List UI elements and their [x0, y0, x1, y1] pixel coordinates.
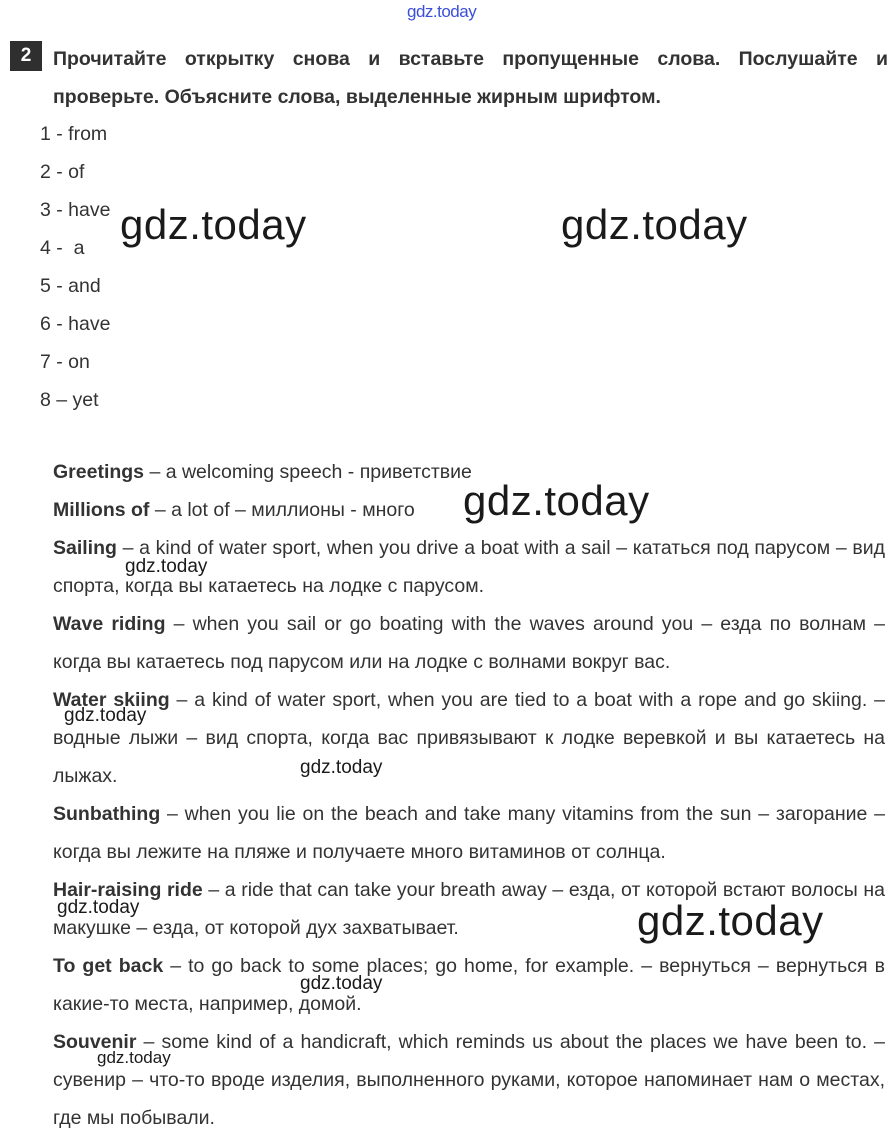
vocab-term: To get back — [53, 955, 164, 977]
watermark: gdz.today — [97, 1048, 171, 1067]
vocab-definition: – when you lie on the beach and take many vitamins from the sun – загорание – когда вы лежите на пляже и получаете много витаминов от солнца. — [53, 803, 885, 863]
vocab-definition: – to go back to some places; go home, for example. – вернуться – вернуться в какие-то места, например, домой. — [53, 955, 885, 1015]
answer-item: 3 - have — [40, 199, 111, 221]
watermark: gdz.today — [561, 201, 748, 248]
task-title: Прочитайте открытку снова и вставьте пропущенные слова. Послушайте и проверьте. Объясните слова, выделенные жирным шрифтом. — [53, 48, 888, 108]
vocab-term: Souvenir — [53, 1031, 137, 1053]
watermark: gdz.today — [64, 705, 147, 726]
vocab-definition: – a lot of – миллионы - много — [149, 499, 415, 521]
vocab-entry — [53, 947, 885, 1023]
vocab-definition: – a welcoming speech - приветствие — [144, 461, 472, 483]
vocab-term: Greetings — [53, 461, 145, 483]
vocab-term: Sailing — [53, 537, 117, 559]
task-number-badge: 2 — [10, 41, 42, 71]
answer-item: 7 - on — [40, 351, 90, 373]
watermark: gdz.today — [57, 897, 140, 918]
vocab-definition: – a ride that can take your breath away – езда, от которой встают волосы на макушке – езда, от которой дух захватывает. — [53, 879, 886, 939]
vocab-term: Hair-raising ride — [53, 879, 203, 901]
vocab-entry — [53, 1023, 885, 1137]
watermark: gdz.today — [463, 477, 650, 524]
vocab-entry — [53, 605, 885, 681]
vocab-definition: – a kind of water sport, when you drive a boat with a sail – кататься под парусом – вид спорта, когда вы катаетесь на лодке с парусом. — [53, 537, 885, 597]
watermark: gdz.today — [300, 757, 383, 778]
answer-item: 2 - of — [40, 161, 85, 183]
watermark-top: gdz.today — [407, 2, 477, 21]
vocab-term: Millions of — [53, 499, 150, 521]
vocab-entry — [53, 681, 885, 795]
vocab-definition: – when you sail or go boating with the waves around you – езда по волнам – когда вы катаетесь под парусом или на лодке с волнами вокруг вас. — [53, 613, 886, 673]
answer-item: 4 - a — [40, 237, 85, 259]
vocab-term: Sunbathing — [53, 803, 161, 825]
watermark: gdz.today — [637, 897, 824, 944]
answer-item: 1 - from — [40, 123, 108, 145]
watermark: gdz.today — [125, 556, 208, 577]
vocab-term: Water skiing — [53, 689, 170, 711]
vocab-definition: – a kind of water sport, when you are tied to a boat with a rope and go skiing. – водные лыжи – вид спорта, когда вас привязывают к лодке веревкой и вы катаетесь на лыжах. — [53, 689, 885, 787]
vocab-definition: – some kind of a handicraft, which reminds us about the places we have been to. – сувенир – что-то вроде изделия, выполненного руками, которое напоминает нам о местах, где мы побывали. — [53, 1031, 885, 1129]
vocab-entry — [53, 795, 885, 871]
watermark: gdz.today — [120, 201, 307, 248]
answer-item: 6 - have — [40, 313, 111, 335]
vocab-term: Wave riding — [53, 613, 166, 635]
answer-item: 5 - and — [40, 275, 101, 297]
answer-list — [40, 115, 110, 419]
watermark: gdz.today — [300, 973, 383, 994]
answer-item: 8 – yet — [40, 389, 99, 411]
